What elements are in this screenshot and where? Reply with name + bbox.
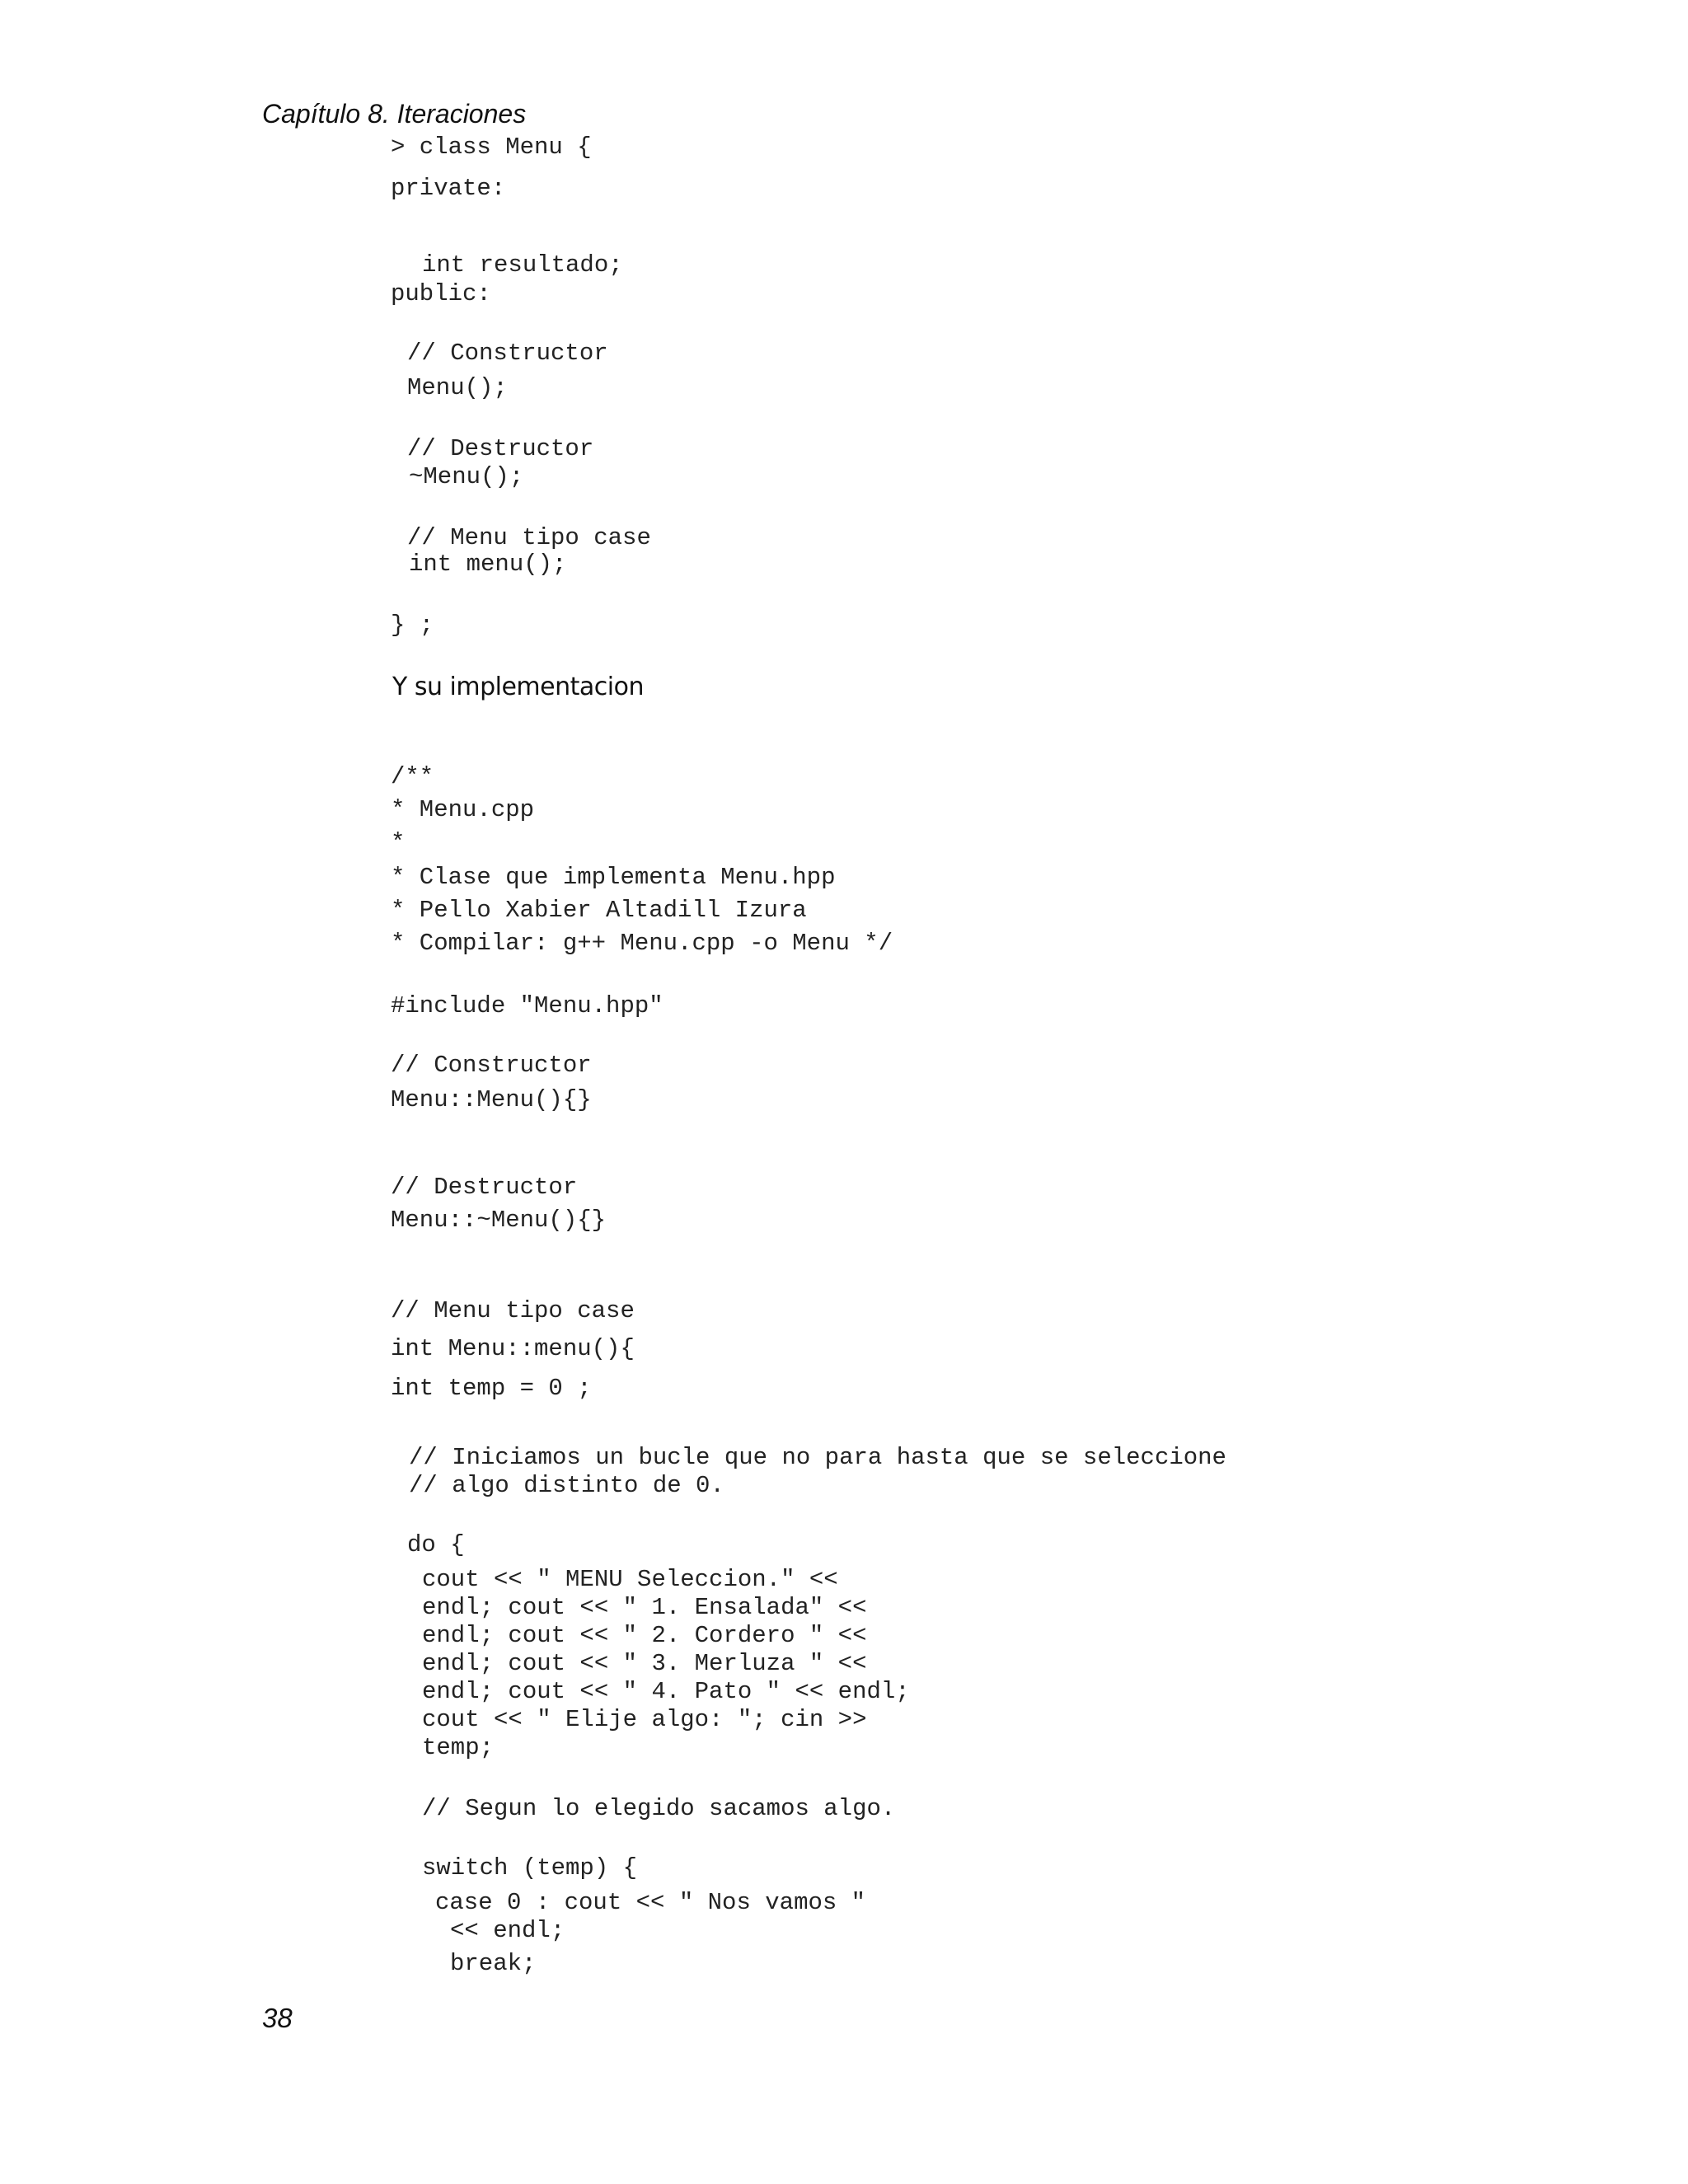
code-line: temp; — [422, 1734, 495, 1761]
code-line: endl; cout << " 1. Ensalada" << — [422, 1594, 867, 1621]
code-line: Menu::~Menu(){} — [391, 1207, 607, 1234]
running-header: Capítulo 8. Iteraciones — [262, 99, 527, 129]
code-line: endl; cout << " 4. Pato " << endl; — [422, 1678, 910, 1705]
code-line: // Iniciamos un bucle que no para hasta que se seleccione — [409, 1444, 1226, 1471]
code-line: * — [391, 829, 406, 856]
code-line: switch (temp) { — [422, 1854, 638, 1882]
page-number: 38 — [262, 2003, 293, 2033]
code-line: // Menu tipo case — [391, 1297, 635, 1324]
code-line: // Destructor — [407, 435, 594, 462]
code-line: // Constructor — [407, 340, 608, 367]
code-line: do { — [407, 1531, 465, 1558]
section-heading: Y su implementacion — [392, 673, 644, 701]
code-line: break; — [450, 1950, 537, 1977]
code-line: int Menu::menu(){ — [391, 1335, 635, 1362]
code-line: Menu(); — [407, 374, 508, 401]
code-line: // Segun lo elegido sacamos algo. — [422, 1795, 896, 1822]
code-line: // Constructor — [391, 1052, 592, 1079]
code-line: * Clase que implementa Menu.hpp — [391, 864, 836, 891]
code-line: private: — [391, 175, 506, 202]
code-line: endl; cout << " 3. Merluza " << — [422, 1650, 867, 1677]
code-line: case 0 : cout << " Nos vamos " — [435, 1889, 866, 1916]
code-line: > class Menu { — [391, 134, 592, 161]
code-line: // Destructor — [391, 1174, 578, 1201]
code-line: << endl; — [450, 1917, 565, 1944]
code-line: * Compilar: g++ Menu.cpp -o Menu */ — [391, 930, 893, 957]
code-line: int resultado; — [422, 251, 623, 279]
code-line: public: — [391, 280, 491, 307]
code-line: } ; — [391, 612, 434, 639]
code-line: * Pello Xabier Altadill Izura — [391, 897, 807, 924]
code-line: int menu(); — [409, 551, 567, 578]
code-line: cout << " Elije algo: "; cin >> — [422, 1706, 867, 1733]
code-line: Menu::Menu(){} — [391, 1086, 592, 1113]
code-line: #include "Menu.hpp" — [391, 992, 663, 1019]
code-line: * Menu.cpp — [391, 796, 535, 823]
code-line: // Menu tipo case — [407, 524, 651, 551]
code-line: endl; cout << " 2. Cordero " << — [422, 1622, 867, 1649]
code-line: // algo distinto de 0. — [409, 1472, 724, 1499]
code-line: int temp = 0 ; — [391, 1375, 592, 1402]
code-line: ~Menu(); — [409, 463, 524, 490]
code-line: /** — [391, 763, 434, 790]
code-line: cout << " MENU Seleccion." << — [422, 1566, 838, 1593]
